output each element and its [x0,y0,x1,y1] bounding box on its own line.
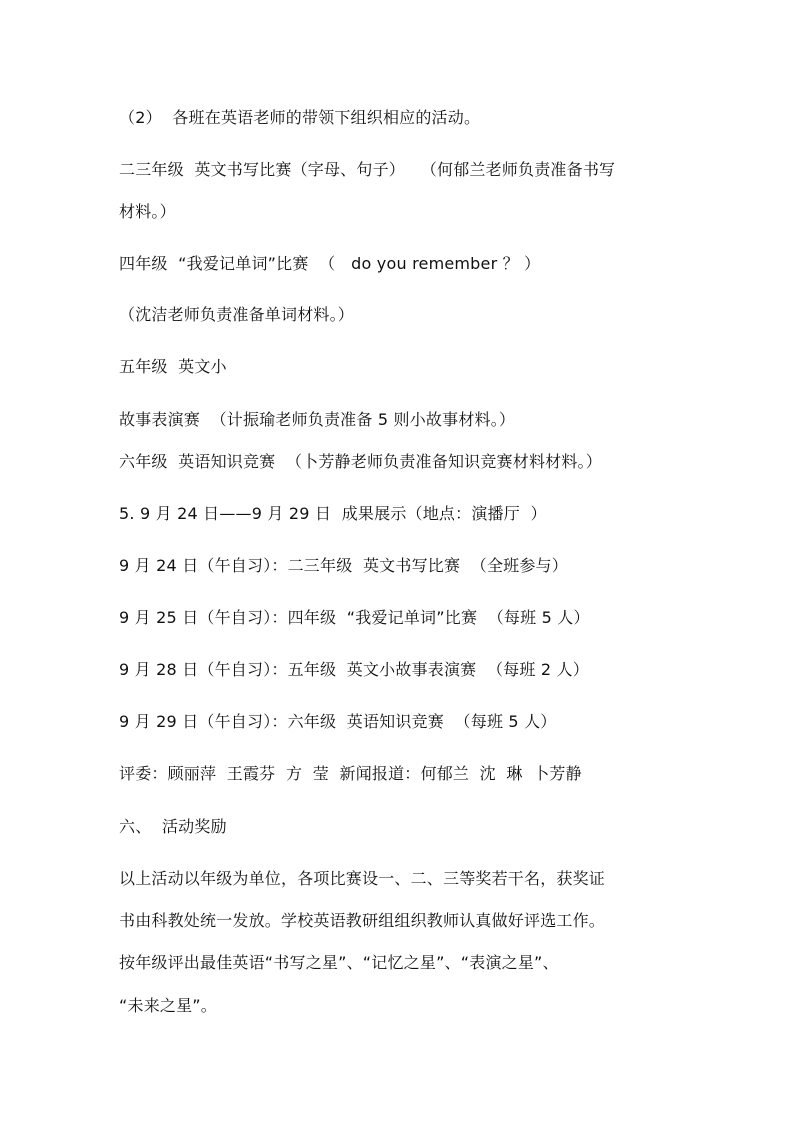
line-grade-2-3-materials: 材料。） [119,202,176,221]
line-showcase-dates: 5. 9 月 24 日——9 月 29 日 成果展示（地点：演播厅 ） [119,504,547,523]
line-grade-4-materials: （沈洁老师负责准备单词材料。） [119,305,355,324]
line-grade-6-quiz: 六年级 英语知识竞赛 （卜芳静老师负责准备知识竞赛材料材料。） [119,452,602,471]
line-schedule-sep-25: 9 月 25 日（午自习）：四年级 “我爱记单词”比赛 （每班 5 人） [119,608,590,627]
line-schedule-sep-24: 9 月 24 日（午自习）：二三年级 英文书写比赛 （全班参与） [119,556,568,575]
line-grade-5-title: 五年级 英文小 [119,357,227,376]
line-activity-organization: （2） 各班在英语老师的带领下组织相应的活动。 [119,108,481,127]
line-schedule-sep-29: 9 月 29 日（午自习）：六年级 英语知识竞赛 （每班 5 人） [119,712,557,731]
line-judges-and-news: 评委：顾丽萍 王霞芬 方 莹 新闻报道：何郁兰 沈 琳 卜芳静 [119,764,582,783]
line-grade-2-3-writing: 二三年级 英文书写比赛（字母、句子） （何郁兰老师负责准备书写 [119,160,616,179]
paragraph-rewards-line-4: “未来之星”。 [119,996,217,1015]
paragraph-rewards-line-2: 书由科教处统一发放。学校英语教研组组织教师认真做好评选工作。 [119,911,606,930]
line-schedule-sep-28: 9 月 28 日（午自习）：五年级 英文小故事表演赛 （每班 2 人） [119,660,589,679]
line-grade-4-words: 四年级 “我爱记单词”比赛 （ do you remember ？ ） [119,254,541,273]
paragraph-rewards-line-3: 按年级评出最佳英语“书写之星”、“记忆之星”、“表演之星”、 [119,953,559,972]
line-grade-5-story: 故事表演赛 （计振瑜老师负责准备 5 则小故事材料。） [119,410,516,429]
paragraph-rewards-line-1: 以上活动以年级为单位，各项比赛设一、二、三等奖若干名，获奖证 [119,869,606,888]
section-heading-rewards: 六、 活动奖励 [119,817,227,836]
